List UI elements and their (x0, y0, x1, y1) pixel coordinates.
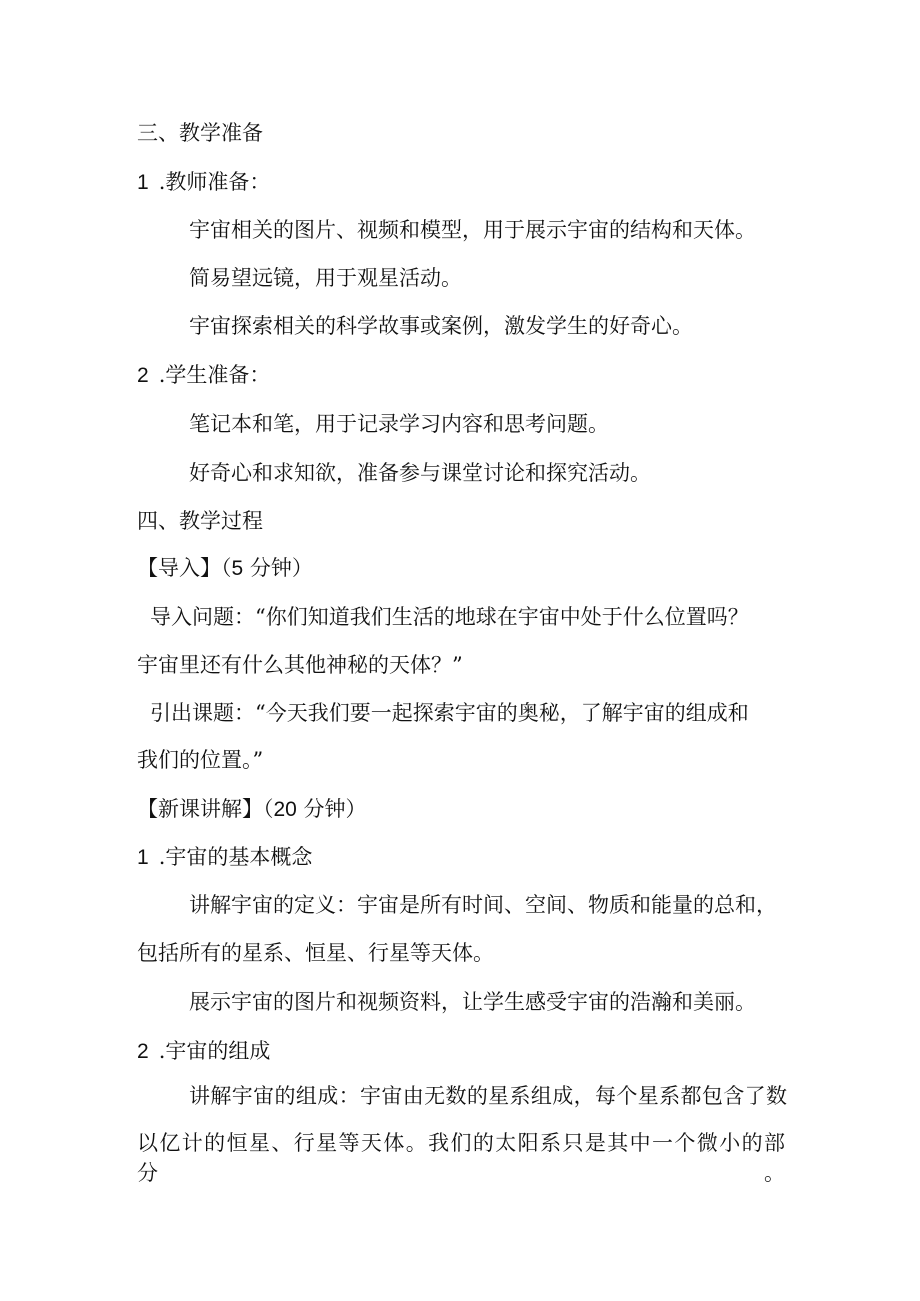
teacher-prep-item: 宇宙探索相关的科学故事或案例，激发学生的好奇心。 (189, 314, 693, 338)
part1-definition-line: 包括所有的星系、恒星、行星等天体。 (137, 941, 494, 965)
student-prep-title: .学生准备： (158, 363, 271, 387)
part1-show-line: 展示宇宙的图片和视频资料，让学生感受宇宙的浩瀚和美丽。 (189, 990, 756, 1014)
intro-topic-line: 我们的位置。” (137, 748, 264, 772)
new-lesson-heading-text: 【新课讲解】（ (137, 797, 274, 821)
part2-composition-line: 讲解宇宙的组成：宇宙由无数的星系组成，每个星系都包含了数 (189, 1084, 787, 1108)
intro-heading (137, 553, 313, 584)
intro-minutes: 5 (231, 557, 244, 580)
student-prep-item: 笔记本和笔，用于记录学习内容和思考问题。 (189, 412, 609, 436)
student-prep-number: 2 (137, 364, 149, 387)
section4-heading: 四、教学过程 (137, 509, 263, 533)
part1-title: .宇宙的基本概念 (158, 845, 313, 869)
new-lesson-minutes: 20 (273, 798, 297, 821)
intro-heading-text: 【导入】（ (137, 556, 232, 580)
teacher-prep-heading (137, 167, 270, 198)
new-lesson-heading-tail: 分钟） (303, 797, 367, 821)
part1-number: 1 (137, 846, 149, 869)
teacher-prep-item: 简易望远镜，用于观星活动。 (189, 266, 462, 290)
section3-heading: 三、教学准备 (137, 121, 263, 145)
part1-heading (137, 842, 312, 873)
intro-topic-line: 引出课题：“今天我们要一起探索宇宙的奥秘，了解宇宙的组成和 (150, 701, 749, 725)
student-prep-heading (137, 360, 270, 391)
teacher-prep-number: 1 (137, 171, 149, 194)
new-lesson-heading (137, 794, 367, 825)
intro-question-line: 导入问题：“你们知道我们生活的地球在宇宙中处于什么位置吗？ (150, 605, 749, 629)
student-prep-item: 好奇心和求知欲，准备参与课堂讨论和探究活动。 (189, 461, 651, 485)
intro-heading-tail: 分钟） (249, 556, 313, 580)
teacher-prep-title: .教师准备： (158, 170, 271, 194)
part2-title: .宇宙的组成 (158, 1039, 271, 1063)
intro-question-line: 宇宙里还有什么其他神秘的天体？” (137, 653, 463, 677)
part2-heading (137, 1036, 270, 1067)
part2-number: 2 (137, 1040, 149, 1063)
teacher-prep-item: 宇宙相关的图片、视频和模型，用于展示宇宙的结构和天体。 (189, 218, 756, 242)
part1-definition-line: 讲解宇宙的定义：宇宙是所有时间、空间、物质和能量的总和， (189, 893, 777, 917)
part2-composition-line: 以亿计的恒星、行星等天体。我们的太阳系只是其中一个微小的部分。 (137, 1131, 785, 1185)
